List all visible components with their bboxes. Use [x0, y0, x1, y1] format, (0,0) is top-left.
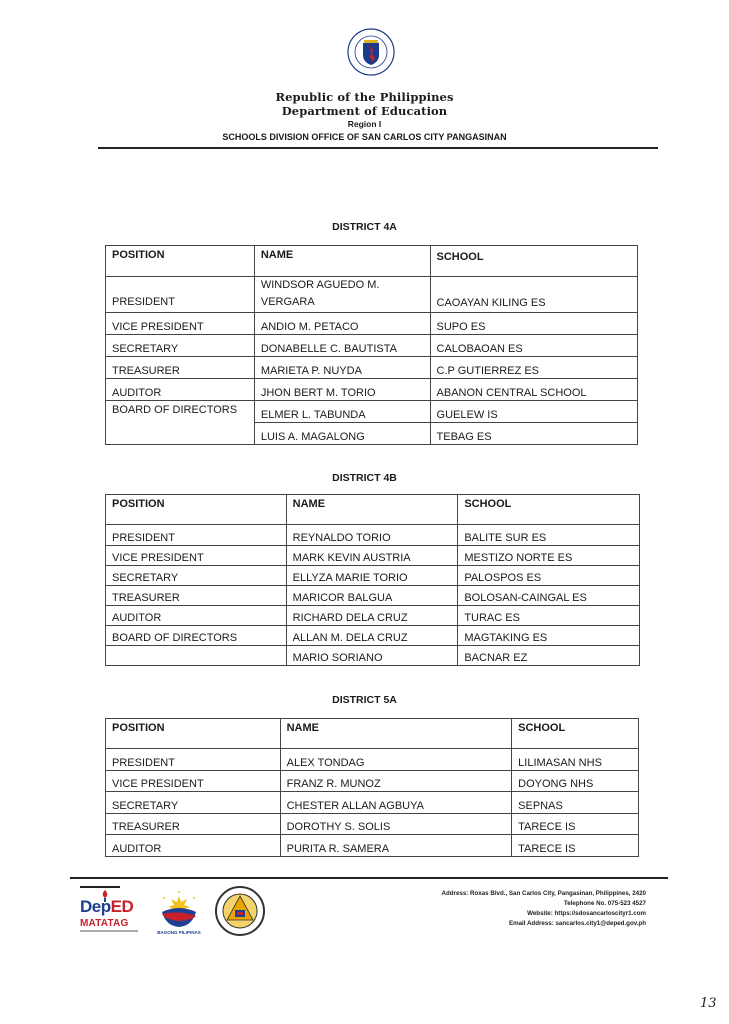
header-department: Department of Education [281, 104, 448, 118]
school-cell: SUPO ES [430, 313, 637, 335]
column-header: SCHOOL [458, 495, 640, 525]
table-row [106, 335, 638, 357]
position-cell: SECRETARY [106, 792, 281, 814]
bagong-pilipinas-logo: BAGONG PILIPINAS [152, 890, 206, 936]
position-cell: PRESIDENT [106, 277, 255, 313]
table-row [106, 566, 640, 586]
name-cell: MARIO SORIANO [286, 646, 458, 666]
school-cell: MESTIZO NORTE ES [458, 546, 640, 566]
school-cell: C.P GUTIERREZ ES [430, 357, 637, 379]
school-cell: ABANON CENTRAL SCHOOL [430, 379, 637, 401]
address-text: Address: Roxas Blvd., San Carlos City, Pangasinan, Philippines, 2420 [441, 890, 646, 897]
name-cell: FRANZ R. MUNOZ [280, 771, 512, 792]
name-cell: ALEX TONDAG [280, 749, 512, 771]
school-cell: PALOSPOS ES [458, 566, 640, 586]
table-row [106, 423, 638, 445]
position-cell: AUDITOR [106, 606, 287, 626]
school-cell: BALITE SUR ES [458, 525, 640, 546]
district-title: DISTRICT 4A [332, 221, 397, 233]
school-cell: GUELEW IS [430, 401, 637, 423]
table-row [106, 606, 640, 626]
school-cell: SEPNAS [512, 792, 639, 814]
contact-block [380, 889, 646, 929]
position-cell: SECRETARY [106, 335, 255, 357]
position-cell: AUDITOR [106, 835, 281, 857]
table-row [106, 586, 640, 606]
column-header: POSITION [106, 246, 255, 277]
table-row [106, 626, 640, 646]
position-cell: VICE PRESIDENT [106, 546, 287, 566]
name-cell: JHON BERT M. TORIO [254, 379, 430, 401]
deped-seal-logo [347, 28, 395, 76]
header-divider [98, 147, 658, 149]
name-cell: ANDIO M. PETACO [254, 313, 430, 335]
table-row [106, 814, 639, 835]
position-cell: TREASURER [106, 357, 255, 379]
school-cell: BOLOSAN-CAINGAL ES [458, 586, 640, 606]
column-header: SCHOOL [430, 246, 637, 277]
name-line: WINDSOR AGUEDO M. [260, 279, 380, 291]
name-cell: ALLAN M. DELA CRUZ [286, 626, 458, 646]
name-cell: DOROTHY S. SOLIS [280, 814, 512, 835]
position-cell: BOARD OF DIRECTORS [106, 626, 287, 646]
column-header: NAME [254, 246, 430, 277]
table-header-row [106, 495, 640, 525]
table-row [106, 357, 638, 379]
position-cell: PRESIDENT [106, 749, 281, 771]
table-row [106, 792, 639, 814]
name-cell: MARIETA P. NUYDA [254, 357, 430, 379]
position-cell: TREASURER [106, 814, 281, 835]
school-cell: LILIMASAN NHS [512, 749, 639, 771]
table-row [106, 277, 638, 313]
deped-matatag-logo: DepED MATATAG [78, 886, 142, 936]
table-row [106, 749, 639, 771]
footer-logos [78, 886, 278, 936]
name-cell [254, 277, 430, 313]
name-cell: REYNALDO TORIO [286, 525, 458, 546]
position-cell: AUDITOR [106, 379, 255, 401]
page-number: 13 [700, 996, 717, 1011]
telephone-text: Telephone No. 075-523 4527 [563, 900, 646, 907]
column-header: POSITION [106, 495, 287, 525]
website-link[interactable]: Website: https://sdosancarloscityr1.com [527, 910, 646, 917]
position-cell: VICE PRESIDENT [106, 313, 255, 335]
position-cell: PRESIDENT [106, 525, 287, 546]
school-cell: TURAC ES [458, 606, 640, 626]
name-cell: LUIS A. MAGALONG [254, 423, 430, 445]
name-cell: MARK KEVIN AUSTRIA [286, 546, 458, 566]
school-cell: CALOBAOAN ES [430, 335, 637, 357]
school-cell: TEBAG ES [430, 423, 637, 445]
school-cell: CAOAYAN KILING ES [430, 277, 637, 313]
column-header: NAME [280, 719, 512, 749]
header-office: SCHOOLS DIVISION OFFICE OF SAN CARLOS CITY PANGASINAN [222, 132, 507, 142]
position-cell: SECRETARY [106, 566, 287, 586]
sdo-seal-logo [215, 886, 265, 936]
table-row [106, 771, 639, 792]
column-header: POSITION [106, 719, 281, 749]
name-cell: ELLYZA MARIE TORIO [286, 566, 458, 586]
district-table [105, 718, 639, 857]
school-cell: MAGTAKING ES [458, 626, 640, 646]
table-row [106, 646, 640, 666]
table-header-row [106, 246, 638, 277]
district-title: DISTRICT 4B [332, 472, 397, 484]
header-region: Region I [347, 119, 382, 129]
school-cell: DOYONG NHS [512, 771, 639, 792]
school-cell: TARECE IS [512, 835, 639, 857]
name-cell: RICHARD DELA CRUZ [286, 606, 458, 626]
table-row [106, 525, 640, 546]
name-cell: CHESTER ALLAN AGBUYA [280, 792, 512, 814]
position-cell [106, 423, 255, 445]
position-cell: BOARD OF DIRECTORS [106, 401, 255, 423]
district-title: DISTRICT 5A [332, 694, 397, 706]
table-header-row [106, 719, 639, 749]
table-row [106, 313, 638, 335]
position-cell: TREASURER [106, 586, 287, 606]
school-cell: BACNAR EZ [458, 646, 640, 666]
name-cell: DONABELLE C. BAUTISTA [254, 335, 430, 357]
table-row [106, 546, 640, 566]
name-cell: PURITA R. SAMERA [280, 835, 512, 857]
name-line: VERGARA [260, 296, 315, 308]
name-cell: ELMER L. TABUNDA [254, 401, 430, 423]
table-row [106, 401, 638, 423]
position-cell [106, 646, 287, 666]
email-link[interactable]: Email Address: sancarlos.city1@deped.gov.ph [508, 920, 646, 927]
header-republic: Republic of the Philippines [275, 90, 454, 104]
table-row [106, 835, 639, 857]
name-cell: MARICOR BALGUA [286, 586, 458, 606]
column-header: NAME [286, 495, 458, 525]
column-header: SCHOOL [512, 719, 639, 749]
position-cell: VICE PRESIDENT [106, 771, 281, 792]
school-cell: TARECE IS [512, 814, 639, 835]
district-table [105, 494, 640, 666]
table-row [106, 379, 638, 401]
district-table [105, 245, 638, 445]
footer-divider [70, 877, 668, 879]
